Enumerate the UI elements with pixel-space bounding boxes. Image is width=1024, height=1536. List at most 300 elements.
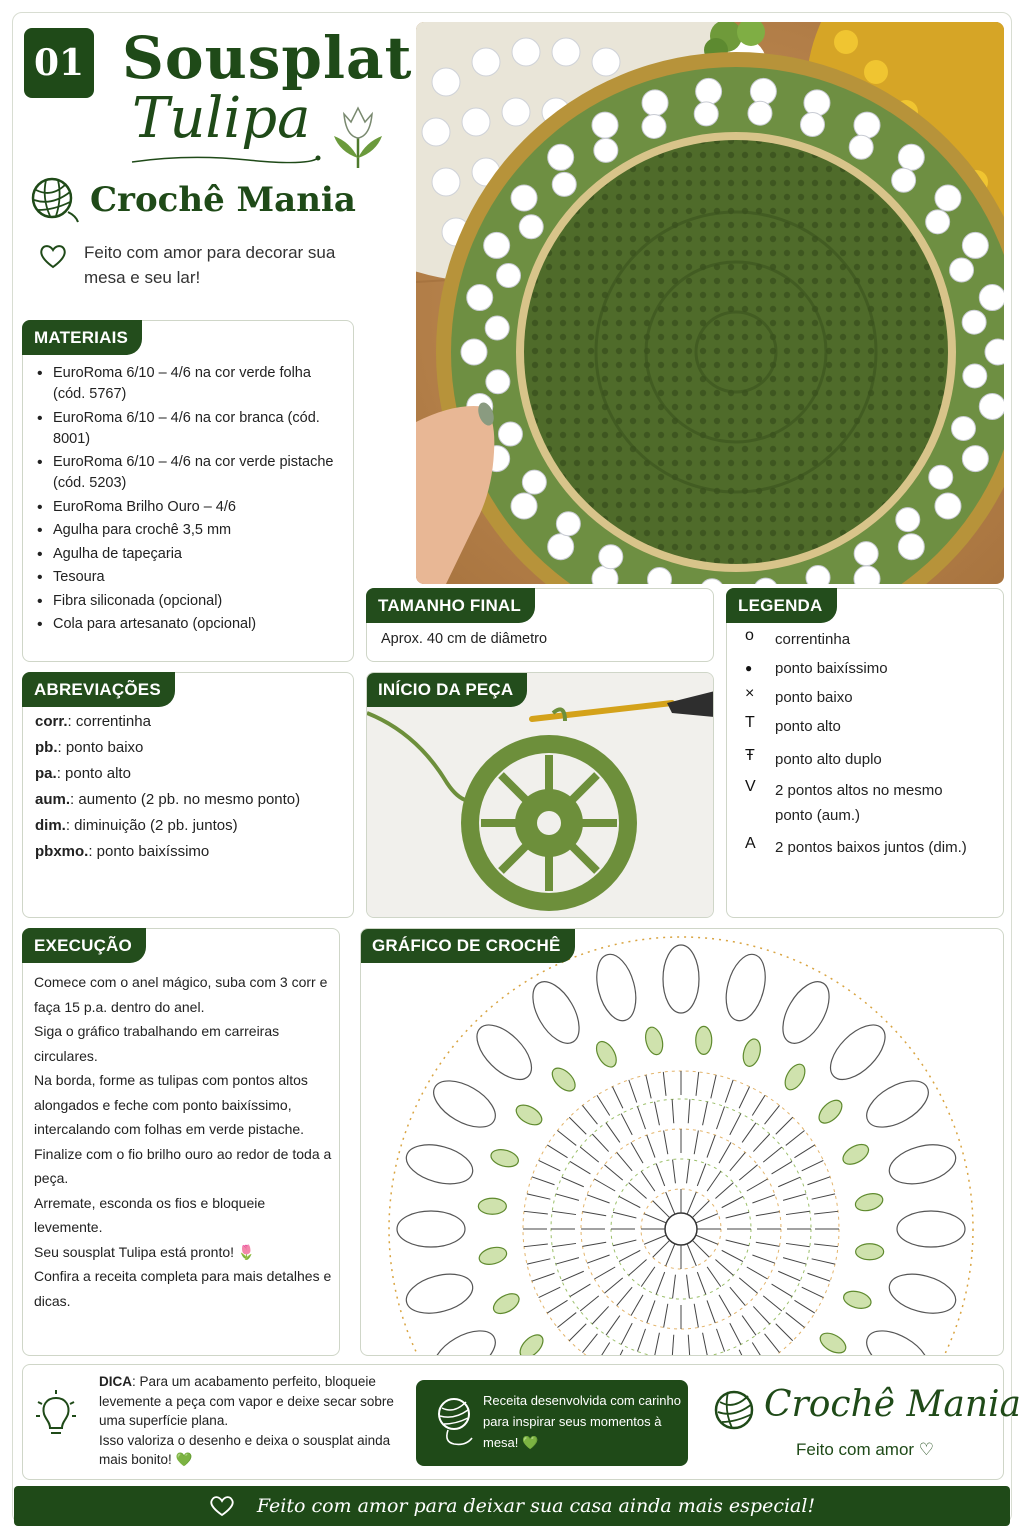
recipe-note-text: Receita desenvolvida com carinho para inspirar seus momentos à mesa! 💚: [483, 1393, 681, 1450]
materials-card: [22, 320, 354, 662]
tulip-bloom: [950, 258, 974, 282]
tulip-motif: [402, 1268, 477, 1320]
page-title: Sousplat: [122, 24, 413, 92]
chart-card: [360, 928, 1004, 1356]
list-item: • Fibra siliconada (opcional): [35, 591, 345, 612]
size-card: [366, 588, 714, 662]
tulip-bloom: [486, 370, 510, 394]
tulip-bloom: [599, 545, 623, 569]
stitch-mark: [739, 1350, 749, 1356]
stitch-mark: [597, 1342, 610, 1356]
stitch-mark: [703, 1333, 708, 1356]
tulip-motif: [859, 1321, 936, 1356]
stitch-mark: [696, 1235, 718, 1244]
legend-item: [745, 835, 975, 860]
size-text: Aprox. 40 cm de diâmetro: [381, 631, 548, 647]
stitch-mark: [716, 1329, 724, 1352]
stitch-mark: [587, 1255, 610, 1263]
tulip-bloom: [519, 215, 543, 239]
tulip-bloom: [935, 493, 961, 519]
tulip-bloom: [849, 135, 873, 159]
stitch-mark: [688, 1335, 690, 1356]
tulip-motif: [897, 1211, 965, 1247]
stitch-mark: [707, 1267, 721, 1287]
legend-label: ponto baixíssimo: [775, 660, 888, 677]
stitch-mark: [715, 1183, 733, 1199]
list-item: • Tesoura: [35, 567, 345, 588]
tip-body-2: Isso valoriza o desenho e deixa o sousplat ainda mais bonito! 💚: [99, 1432, 391, 1467]
stitch-mark: [786, 1313, 805, 1328]
step-text: Confira a receita completa para mais detalhes e dicas.: [34, 1268, 332, 1309]
yarn-ball-icon: [434, 1394, 474, 1448]
stitch-mark: [696, 1214, 718, 1223]
step-text: Finalize com o fio brilho ouro ao redor de toda a peça.: [34, 1145, 332, 1186]
legend-label: 2 pontos baixos juntos (dim.): [775, 839, 967, 856]
heart-icon: [38, 242, 68, 270]
stitch-mark: [629, 1355, 637, 1356]
stitch-mark: [583, 1242, 607, 1246]
stitch-mark: [613, 1240, 636, 1246]
stitch-mark: [569, 1117, 586, 1134]
stitch-mark: [524, 1244, 548, 1247]
stitch-mark: [612, 1350, 622, 1356]
stitch-mark: [730, 1323, 741, 1344]
heart-outline-icon: [209, 1495, 235, 1517]
tulip-bloom: [748, 101, 772, 125]
single-crochet-symbol: ×: [745, 685, 755, 702]
legend-item: [745, 714, 975, 739]
chain-stitch-symbol: o: [745, 627, 754, 644]
tulip-motif: [773, 974, 838, 1051]
leaf-motif: [817, 1329, 849, 1356]
stitch-mark: [772, 1284, 793, 1296]
stitch-mark: [527, 1194, 550, 1199]
tulip-bloom: [750, 78, 776, 104]
stitch-mark: [726, 1240, 749, 1246]
stitch-mark: [814, 1244, 838, 1247]
stitch-mark: [794, 1145, 814, 1158]
tulip-bloom: [548, 534, 574, 560]
stitch-mark: [569, 1324, 586, 1341]
tulip-bloom: [548, 144, 574, 170]
stitch-mark: [532, 1177, 555, 1185]
yarn-ball-logo-icon: [712, 1388, 760, 1432]
tulip-bloom: [926, 210, 950, 234]
title-underline-flourish: [128, 150, 323, 170]
chart-heading: GRÁFICO DE CROCHÊ: [360, 928, 575, 963]
tulip-bloom: [552, 172, 576, 196]
stitch-mark: [725, 1080, 733, 1103]
leaf-motif: [513, 1101, 545, 1129]
list-item: • EuroRoma 6/10 – 4/6 na cor verde folha (cód. 5767): [35, 363, 345, 405]
stitch-mark: [637, 1107, 645, 1130]
tulip-bloom: [694, 102, 718, 126]
stitch-mark: [703, 1102, 708, 1125]
stitch-mark: [763, 1296, 782, 1311]
list-item: dim.: diminuição (2 pb. juntos): [35, 817, 238, 834]
stitch-mark: [694, 1131, 698, 1155]
list-item: corr.: correntinha: [35, 713, 151, 730]
legend-label: ponto baixo: [775, 689, 853, 706]
legend-label: ponto alto duplo: [775, 751, 882, 768]
tulip-icon: [328, 96, 388, 170]
tulip-bloom: [896, 508, 920, 532]
stitch-mark: [711, 1075, 716, 1098]
leaf-motif: [592, 1038, 620, 1070]
stitch-mark: [612, 1087, 622, 1109]
stitch-mark: [587, 1195, 610, 1203]
legend-item: [745, 656, 975, 681]
leaf-motif: [853, 1191, 884, 1214]
stitch-mark: [557, 1313, 576, 1328]
stitch-mark: [688, 1099, 690, 1123]
tulip-bloom: [594, 138, 618, 162]
footer-banner: [14, 1486, 1010, 1526]
stitch-mark: [747, 1179, 768, 1191]
stitch-mark: [547, 1145, 567, 1158]
magic-ring-center: [665, 1213, 697, 1245]
finished-placemat-illustration: [416, 22, 1004, 584]
stitch-mark: [631, 1295, 643, 1316]
stitch-mark: [613, 1212, 636, 1218]
crochet-diagram: [361, 929, 1004, 1356]
stitch-mark: [583, 1212, 607, 1216]
tulip-bloom: [963, 364, 987, 388]
tulip-bloom: [485, 316, 509, 340]
tulip-motif: [523, 974, 588, 1051]
leaf-motif: [856, 1244, 884, 1260]
leaf-motif: [516, 1331, 547, 1356]
stitch-mark: [594, 1267, 615, 1279]
stitch-mark: [687, 1275, 690, 1299]
stitch-mark: [532, 1273, 555, 1281]
stitch-mark: [802, 1287, 824, 1297]
hero-photo: [416, 22, 1004, 584]
stitch-mark: [697, 1272, 706, 1294]
stitch-mark: [742, 1316, 756, 1336]
treble-crochet-symbol: Ŧ: [745, 747, 755, 764]
stitch-mark: [580, 1296, 599, 1311]
tulip-bloom: [929, 465, 953, 489]
stitch-mark: [673, 1160, 676, 1184]
stitch-mark: [562, 1177, 584, 1187]
stitch-mark: [694, 1304, 698, 1328]
tulip-motif: [885, 1268, 960, 1320]
stitch-mark: [617, 1287, 632, 1305]
leaf-motif: [489, 1147, 520, 1170]
stitch-mark: [619, 1250, 640, 1261]
stitch-mark: [547, 1300, 567, 1313]
stitch-mark: [765, 1105, 780, 1124]
stitch-mark: [783, 1258, 806, 1264]
start-heading: INÍCIO DA PEÇA: [366, 672, 527, 707]
stitch-mark: [604, 1278, 622, 1293]
stitch-mark: [697, 1164, 706, 1186]
stitch-mark: [776, 1117, 793, 1134]
stitch-mark: [730, 1152, 745, 1170]
stitch-mark: [776, 1324, 793, 1341]
stitch-mark: [778, 1177, 800, 1187]
brand-name: Crochê Mania: [90, 180, 356, 220]
stitch-mark: [692, 1201, 709, 1218]
stitch-mark: [778, 1271, 800, 1281]
stitch-mark: [753, 1134, 769, 1152]
tulip-bloom: [696, 78, 722, 104]
tagline: Feito com amor para decorar sua mesa e seu lar!: [84, 243, 336, 287]
stitch-mark: [730, 1287, 745, 1305]
step-text: Seu sousplat Tulipa está pronto! 🌷: [34, 1243, 256, 1260]
stitch-mark: [765, 1334, 780, 1353]
tulip-bloom: [935, 185, 961, 211]
stitch-mark: [666, 1244, 675, 1266]
stitch-mark: [719, 1295, 731, 1316]
slip-stitch-symbol: ●: [745, 661, 753, 675]
stitch-mark: [664, 1304, 668, 1328]
abbreviations-heading: ABREVIAÇÕES: [22, 672, 175, 707]
leaf-motif: [490, 1290, 522, 1318]
stitch-mark: [742, 1123, 756, 1143]
stitch-mark: [592, 1134, 608, 1152]
stitch-mark: [756, 1212, 780, 1216]
lightbulb-icon: [34, 1388, 78, 1440]
stitch-mark: [629, 1183, 647, 1199]
list-item: • Agulha de tapeçaria: [35, 544, 345, 565]
tulip-bloom: [962, 446, 988, 472]
tulip-bloom: [898, 144, 924, 170]
tulip-bloom: [592, 112, 618, 138]
stitch-mark: [763, 1147, 782, 1162]
list-item: pb.: ponto baixo: [35, 739, 144, 756]
tulip-motif: [885, 1138, 960, 1190]
stitch-mark: [570, 1161, 591, 1173]
list-item: • EuroRoma Brilho Ouro – 4/6: [35, 497, 345, 518]
tulip-motif: [467, 1015, 541, 1089]
stitch-mark: [756, 1242, 780, 1246]
stitch-mark: [604, 1165, 622, 1180]
step-text: Comece com o anel mágico, suba com 3 corr e faça 15 p.a. dentro do anel.: [34, 974, 328, 1015]
stitch-mark: [656, 1164, 665, 1186]
tulip-bloom: [642, 90, 668, 116]
stitch-mark: [794, 1300, 814, 1313]
stitch-mark: [582, 1334, 597, 1353]
stitch-mark: [597, 1095, 610, 1115]
tulip-motif: [397, 1211, 465, 1247]
decrease-symbol: A: [745, 835, 756, 852]
stitch-mark: [716, 1107, 724, 1130]
stitch-mark: [653, 1240, 670, 1257]
execution-steps: [34, 970, 334, 1313]
stitch-mark: [552, 1211, 576, 1214]
stitch-mark: [715, 1260, 733, 1276]
list-item: • Agulha para crochê 3,5 mm: [35, 520, 345, 541]
step-text: Arremate, esconda os fios e bloqueie levemente.: [34, 1194, 266, 1235]
stitch-mark: [814, 1211, 838, 1214]
stitch-mark: [730, 1114, 741, 1135]
legend-card: [726, 588, 1004, 918]
leaf-motif: [696, 1026, 712, 1054]
stitch-mark: [619, 1196, 640, 1207]
abbreviations-list: [35, 709, 300, 865]
stitch-mark: [812, 1194, 835, 1199]
tip-label: DICA: [99, 1374, 132, 1389]
tulip-motif: [859, 1071, 936, 1136]
leaf-motif: [815, 1096, 846, 1127]
signature-brand: Crochê Mania: [764, 1384, 1022, 1425]
stitch-mark: [752, 1342, 765, 1356]
stitch-mark: [672, 1335, 674, 1356]
stitch-mark: [783, 1194, 806, 1200]
stitch-mark: [556, 1258, 579, 1264]
stitch-mark: [552, 1243, 576, 1246]
execution-card: [22, 928, 340, 1356]
stitch-mark: [722, 1196, 743, 1207]
legend-heading: LEGENDA: [726, 588, 837, 623]
stitch-mark: [617, 1152, 632, 1170]
pattern-number-badge: 01: [24, 28, 94, 98]
legend-item: [745, 778, 975, 828]
step-text: Na borda, forme as tulipas com pontos altos alongados e feche com ponto baixíssimo, intercalando com folhas em verde pistache.: [34, 1072, 308, 1137]
tulip-bloom: [892, 168, 916, 192]
page-subtitle: Tulipa: [132, 86, 311, 151]
stitch-mark: [753, 1306, 769, 1324]
stitch-mark: [786, 1243, 810, 1246]
yarn-ball-icon: [28, 176, 80, 224]
start-card: [366, 672, 714, 918]
stitch-mark: [719, 1142, 731, 1163]
step-text: Siga o gráfico trabalhando em carreiras circulares.: [34, 1023, 280, 1064]
stitch-mark: [666, 1192, 675, 1214]
stitch-mark: [673, 1275, 676, 1299]
stitch-mark: [637, 1329, 645, 1352]
leaf-motif: [643, 1025, 666, 1056]
stitch-mark: [647, 1300, 655, 1323]
tulip-motif: [720, 950, 772, 1025]
tulip-bloom: [806, 566, 830, 584]
stitch-mark: [802, 1160, 824, 1170]
execution-heading: EXECUÇÃO: [22, 928, 146, 963]
stitch-mark: [786, 1130, 805, 1145]
list-item: pbxmo.: ponto baixíssimo: [35, 843, 210, 860]
stitch-mark: [739, 1165, 757, 1180]
stitch-mark: [606, 1316, 620, 1336]
stitch-mark: [629, 1080, 637, 1103]
tulip-bloom: [854, 112, 880, 138]
legend-item: [745, 747, 975, 772]
tip-body: : Para um acabamento perfeito, bloqueie levemente a peça com vapor e deixe secar sobre uma superfície plana.: [99, 1374, 394, 1428]
stitch-mark: [527, 1259, 550, 1264]
stitch-mark: [707, 1300, 715, 1323]
size-heading: TAMANHO FINAL: [366, 588, 535, 623]
legend-label: ponto alto: [775, 718, 841, 735]
stitch-mark: [752, 1195, 775, 1203]
stitch-mark: [807, 1177, 830, 1185]
tulip-motif: [663, 945, 699, 1013]
stitch-mark: [752, 1095, 765, 1115]
list-item: aum.: aumento (2 pb. no mesmo ponto): [35, 791, 301, 808]
stitch-mark: [687, 1244, 696, 1266]
abbreviations-card: [22, 672, 354, 918]
tulip-motif: [426, 1321, 503, 1356]
list-item: • EuroRoma 6/10 – 4/6 na cor verde pistache (cód. 5203): [35, 452, 345, 494]
stitch-mark: [692, 1240, 709, 1257]
stitch-mark: [696, 1072, 699, 1096]
recipe-note-card: [416, 1380, 688, 1466]
stitch-mark: [672, 1099, 674, 1123]
stitch-mark: [629, 1260, 647, 1276]
stitch-mark: [631, 1142, 643, 1163]
leaf-motif: [840, 1140, 872, 1168]
leaf-motif: [478, 1198, 506, 1214]
tulip-bloom: [511, 493, 537, 519]
leaf-motif: [842, 1288, 873, 1311]
tulip-bloom: [461, 339, 487, 365]
stitch-mark: [726, 1212, 749, 1218]
stitch-mark: [664, 1131, 668, 1155]
stitch-mark: [812, 1259, 835, 1264]
stitch-mark: [641, 1267, 655, 1287]
tulip-bloom: [951, 416, 975, 440]
stitch-mark: [582, 1105, 597, 1124]
tulip-bloom: [962, 232, 988, 258]
materials-heading: MATERIAIS: [22, 320, 142, 355]
list-item: • Cola para artesanato (opcional): [35, 614, 345, 635]
stitch-mark: [725, 1355, 733, 1356]
leaf-motif: [781, 1061, 809, 1093]
tulip-bloom: [854, 542, 878, 566]
tulip-motif: [821, 1015, 895, 1089]
stitch-mark: [687, 1192, 696, 1214]
stitch-mark: [655, 1102, 660, 1125]
tulip-bloom: [497, 264, 521, 288]
leaf-motif: [740, 1037, 763, 1068]
stitch-mark: [739, 1087, 749, 1109]
stitch-mark: [524, 1211, 548, 1214]
stitch-mark: [592, 1306, 608, 1324]
signature-subtitle: Feito com amor ♡: [796, 1440, 935, 1459]
leaf-motif: [477, 1245, 508, 1268]
stitch-mark: [557, 1130, 576, 1145]
stitch-mark: [655, 1333, 660, 1356]
stitch-mark: [663, 1072, 666, 1096]
stitch-mark: [707, 1135, 715, 1158]
stitch-mark: [646, 1075, 651, 1098]
footer-text: Feito com amor para deixar sua casa ainda mais especial!: [256, 1495, 816, 1517]
stitch-mark: [539, 1287, 561, 1297]
tulip-bloom: [962, 310, 986, 334]
stitch-mark: [687, 1160, 690, 1184]
stitch-mark: [807, 1273, 830, 1281]
stitch-mark: [641, 1171, 655, 1191]
legend-item: [745, 627, 975, 652]
stitch-mark: [606, 1123, 620, 1143]
stitch-mark: [570, 1284, 591, 1296]
stitch-mark: [722, 1250, 743, 1261]
tulip-bloom: [804, 90, 830, 116]
stitch-mark: [556, 1194, 579, 1200]
legend-label: 2 pontos altos no mesmo ponto (aum.): [775, 782, 943, 824]
stitch-mark: [747, 1267, 768, 1279]
legend-item: [745, 685, 975, 710]
tulip-motif: [426, 1071, 503, 1136]
stitch-mark: [644, 1214, 666, 1223]
list-item: • EuroRoma 6/10 – 4/6 na cor branca (cód. 8001): [35, 408, 345, 450]
tip-text: [99, 1372, 399, 1470]
stitch-mark: [707, 1171, 721, 1191]
materials-list: [35, 363, 345, 638]
magic-ring-photo: [367, 673, 714, 918]
stitch-mark: [644, 1235, 666, 1244]
stitch-mark: [656, 1272, 665, 1294]
